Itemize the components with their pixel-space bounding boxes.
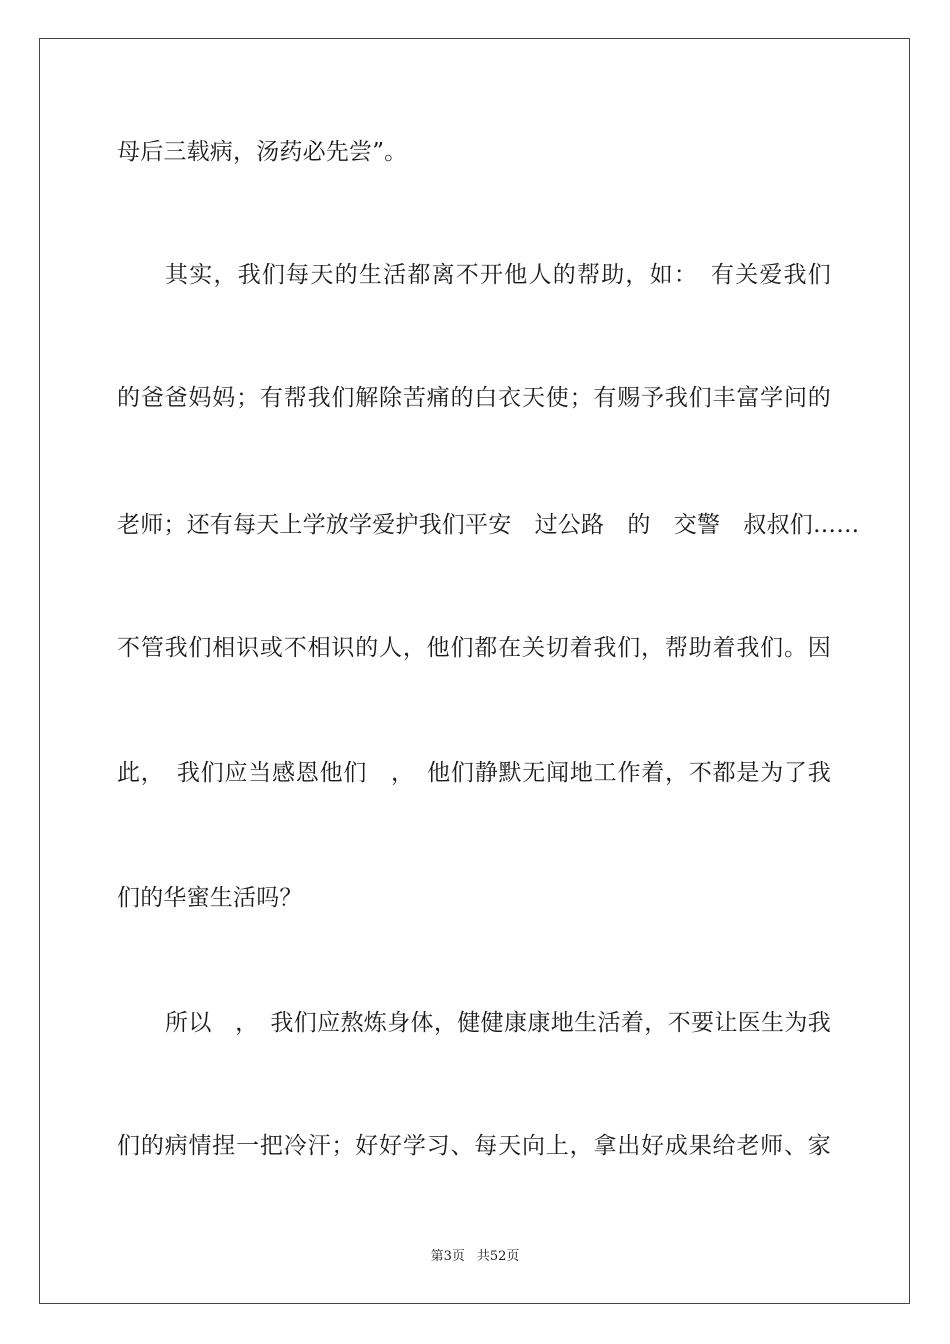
page-border <box>39 38 910 1304</box>
total-page-count: 共52页 <box>476 1249 520 1264</box>
page-footer <box>0 1247 950 1267</box>
text-line-3: 的爸爸妈妈；有帮我们解除苦痛的白衣天使；有赐予我们丰富学问的 <box>117 385 831 411</box>
current-page-number: 第3页 <box>430 1249 465 1264</box>
text-line-1: 母后三载病，汤药必先尝”。 <box>117 139 408 165</box>
text-line-6: 此， 我们应当感恩他们 ， 他们静默无闻地工作着，不都是为了我 <box>117 760 831 786</box>
text-line-4: 老师；还有每天上学放学爱护我们平安 过公路 的 交警 叔叔们…… <box>117 512 860 538</box>
text-line-9: 们的病情捏一把冷汗；好好学习、每天向上，拿出好成果给老师、家 <box>117 1133 831 1159</box>
text-line-5: 不管我们相识或不相识的人，他们都在关切着我们，帮助着我们。因 <box>117 635 831 661</box>
text-line-7: 们的华蜜生活吗？ <box>117 885 303 911</box>
text-line-8: 所以 ， 我们应熬炼身体，健健康康地生活着，不要让医生为我 <box>165 1010 831 1036</box>
text-line-2: 其实，我们每天的生活都离不开他人的帮助，如： 有关爱我们 <box>165 262 831 288</box>
